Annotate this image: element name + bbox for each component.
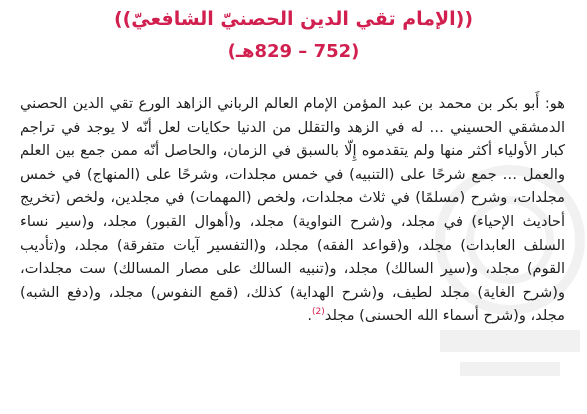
life-dates: (752 – 829هـ) <box>227 41 360 62</box>
paragraph-text: هو: أَبو بكر بن محمد بن عبد المؤمن الإمام العالم الرباني الزاهد الورع تقي الدين الحصني الدمشقي الحسيني … له في الزهد والتقلل من الدنيا حكايات لعل أنّه لا يوجد في تراجم كبار الأولياء أكثر منها ولم يتقدموه إِلّا بالسبق في الزمان، والحاصل أنّه ممن جمع بين العلم والعمل … جمع شرحًا على (التنبيه) في خمس مجلدات، وشرحًا على (المنهاج) في خمس مجلدات، وشرح (مسلمًا) في ثلاث مجلدات، ولخص (المهمات) في مجلدين، ولخص (تخريج أحاديث الإحياء) في مجلد، و(شرح النواوية) مجلد، و(أهوال القبور) مجلد، و(سير نساء السلف العابدات) مجلد، و(قواعد الفقه) مجلد، و(التفسير آيات متفرقة) مجلد، و(تأديب القوم) مجلد، و(سير السالك) مجلد، و(تنبيه السالك على مصار المسالك) ست مجلدات، و(شرح الغاية) مجلد لطيف، و(شرح الهداية) كذلك، (قمع النفوس) مجلد، و(دفع الشبه) مجلد، و(شرح أسماء الله الحسنى) مجلد <box>20 95 565 325</box>
biography-paragraph <box>20 92 565 328</box>
footnote-marker[interactable]: (2) <box>312 307 325 318</box>
paragraph-ending: . <box>307 307 313 325</box>
biography-title: ((الإمام تقي الدين الحصنيّ الشافعيّ)) <box>113 8 474 30</box>
biography-body <box>20 92 565 328</box>
